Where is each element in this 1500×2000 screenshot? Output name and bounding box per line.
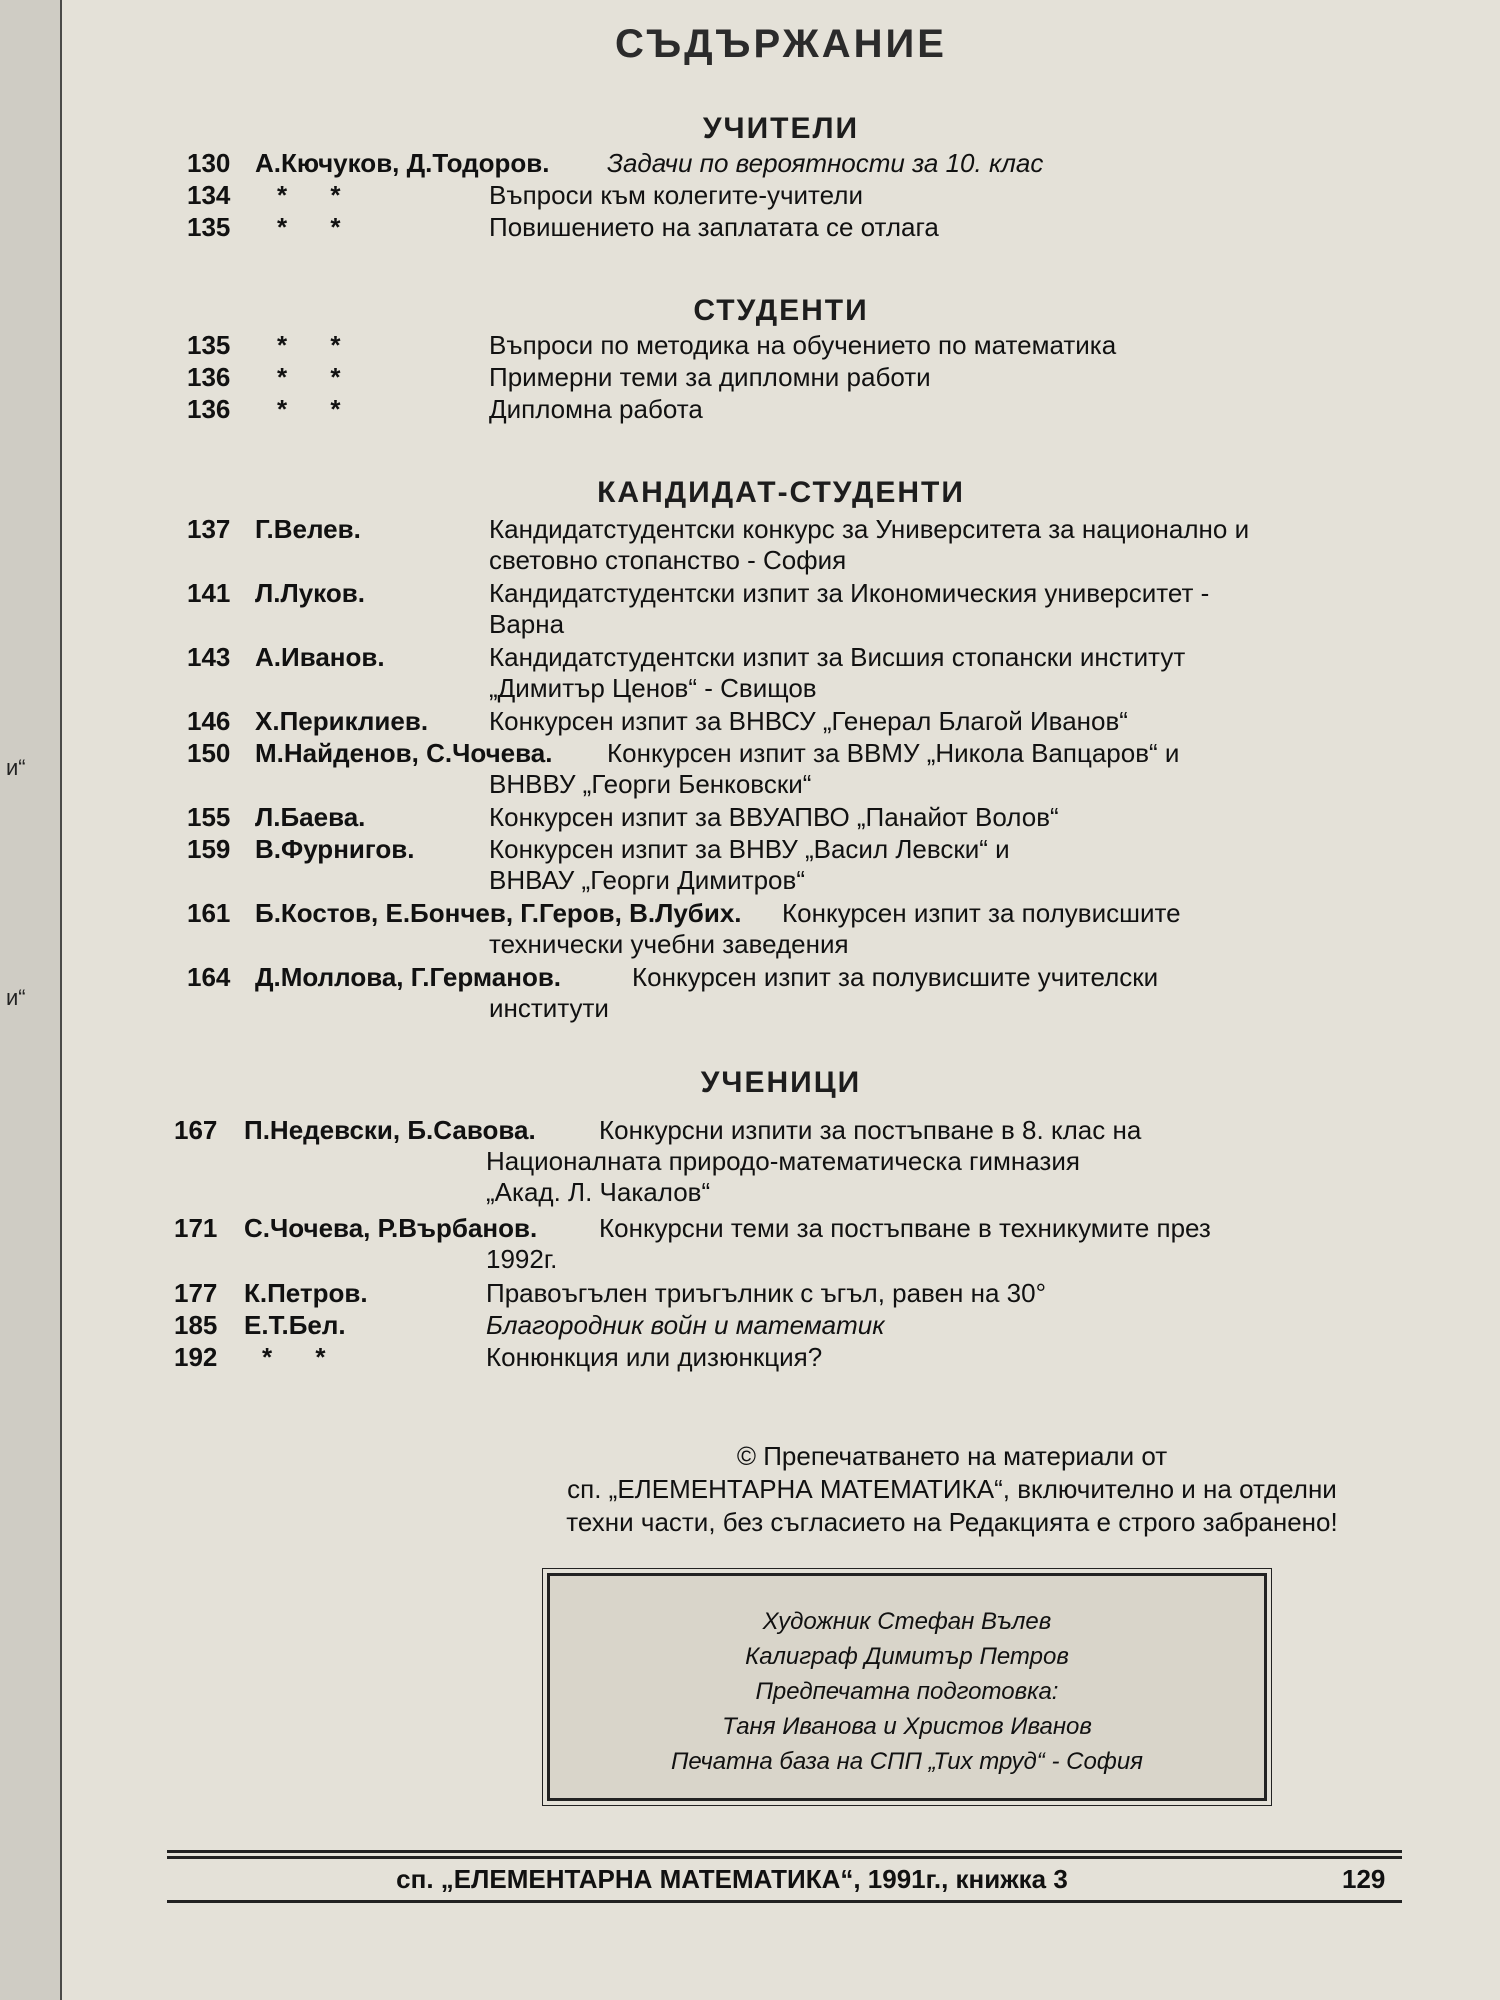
entry-page: 135 <box>187 212 231 242</box>
entry-author: Х.Периклиев. <box>255 706 429 736</box>
entry-title-cont: „Акад. Л. Чакалов“ <box>486 1177 711 1207</box>
entry-title: Конюнкция или дизюнкция? <box>486 1342 823 1372</box>
entry-page: 177 <box>174 1278 218 1308</box>
entry-author: Д.Моллова, Г.Германов. <box>255 962 562 992</box>
entry-title-cont: ВНВВУ „Георги Бенковски“ <box>489 769 812 799</box>
entry-title: Правоъгълен триъгълник с ъгъл, равен на 30° <box>486 1278 1046 1308</box>
previous-page-edge <box>0 0 63 2000</box>
footer-page-number: 129 <box>1342 1864 1386 1894</box>
entry-title: Повишението на заплатата се отлага <box>489 212 939 242</box>
footer-rule-top <box>167 1850 1402 1853</box>
entry-author: А.Иванов. <box>255 642 385 672</box>
margin-mark: и“ <box>6 755 26 780</box>
contents-page <box>62 0 1500 2000</box>
entry-anonymous-author: * * <box>277 394 359 424</box>
entry-title: Дипломна работа <box>489 394 703 424</box>
entry-title: Въпроси по методика на обучението по математика <box>489 330 1117 360</box>
credit-prepress-names: Таня Иванова и Христов Иванов <box>722 1713 1092 1740</box>
section-heading-teachers: УЧИТЕЛИ <box>702 112 860 145</box>
entry-author: В.Фурнигов. <box>255 834 415 864</box>
entry-page: 192 <box>174 1342 218 1372</box>
entry-title: Конкурсен изпит за ВВМУ „Никола Вапцаров“ и <box>607 738 1180 768</box>
credits-box <box>547 1573 1267 1801</box>
entry-author: Л.Луков. <box>255 578 365 608</box>
credit-printing: Печатна база на СПП „Тих труд“ - София <box>670 1748 1144 1775</box>
notice-line: техни части, без съгласието на Редакцията е строго забранено! <box>566 1507 1338 1537</box>
entry-title: Конкурсен изпит за ВВУАПВО „Панайот Волов“ <box>489 802 1059 832</box>
entry-page: 167 <box>174 1115 218 1145</box>
entry-page: 159 <box>187 834 231 864</box>
entry-title: Примерни теми за дипломни работи <box>489 362 931 392</box>
entry-title: Кандидатстудентски изпит за Икономическия университет - <box>489 578 1210 608</box>
entry-anonymous-author: * * <box>277 362 359 392</box>
entry-title: Благородник войн и математик <box>486 1310 885 1340</box>
entry-title: Задачи по вероятности за 10. клас <box>607 148 1044 178</box>
entry-page: 136 <box>187 362 231 392</box>
section-heading-pupils: УЧЕНИЦИ <box>700 1066 862 1099</box>
entry-title: Конкурсен изпит за ВНВСУ „Генерал Благой Иванов“ <box>489 706 1128 736</box>
entry-page: 155 <box>187 802 231 832</box>
entry-page: 134 <box>187 180 231 210</box>
entry-title-cont: 1992г. <box>486 1244 558 1274</box>
entry-author: М.Найденов, С.Чочева. <box>255 738 553 768</box>
entry-title: Конкурсни теми за постъпване в техникумите през <box>599 1213 1211 1243</box>
entry-anonymous-author: * * <box>262 1342 344 1372</box>
entry-anonymous-author: * * <box>277 330 359 360</box>
entry-author: С.Чочева, Р.Върбанов. <box>244 1213 538 1243</box>
footer-rule-bottom <box>167 1900 1402 1903</box>
credit-prepress-label: Предпечатна подготовка: <box>755 1678 1059 1705</box>
entry-author: Б.Костов, Е.Бончев, Г.Геров, В.Лубих. <box>255 898 742 928</box>
page-title: СЪДЪРЖАНИЕ <box>615 22 947 66</box>
footer-rule-top-inner <box>167 1856 1402 1859</box>
entry-page: 161 <box>187 898 231 928</box>
margin-mark: и“ <box>6 985 26 1010</box>
entry-author: Л.Баева. <box>255 802 366 832</box>
entry-anonymous-author: * * <box>277 212 359 242</box>
entry-title: Конкурсен изпит за полувисшите <box>782 898 1181 928</box>
entry-page: 136 <box>187 394 231 424</box>
entry-author: К.Петров. <box>244 1278 368 1308</box>
entry-title-cont: Националната природо-математическа гимназия <box>486 1146 1080 1176</box>
entry-title-cont: световно стопанство - София <box>489 545 847 575</box>
entry-page: 171 <box>174 1213 218 1243</box>
entry-author: Е.Т.Бел. <box>244 1310 346 1340</box>
entry-title: Кандидатстудентски конкурс за Университета за национално и <box>489 514 1250 544</box>
entry-title: Конкурсни изпити за постъпване в 8. клас на <box>599 1115 1142 1145</box>
entry-title: Конкурсен изпит за полувисшите учителски <box>632 962 1159 992</box>
entry-title: Въпроси към колегите-учители <box>489 180 863 210</box>
entry-title: Кандидатстудентски изпит за Висшия стопански институт <box>489 642 1186 672</box>
entry-title-cont: Варна <box>489 609 565 639</box>
entry-page: 135 <box>187 330 231 360</box>
notice-line: © Препечатването на материали от <box>736 1441 1168 1471</box>
entry-page: 146 <box>187 706 231 736</box>
entry-author: П.Недевски, Б.Савова. <box>244 1115 536 1145</box>
copyright-notice <box>442 1440 1462 1539</box>
entry-page: 141 <box>187 578 231 608</box>
entry-page: 150 <box>187 738 231 768</box>
entry-page: 137 <box>187 514 231 544</box>
entry-page: 164 <box>187 962 231 992</box>
credit-calligrapher: Калиграф Димитър Петров <box>745 1643 1069 1670</box>
entry-anonymous-author: * * <box>277 180 359 210</box>
entry-title-cont: „Димитър Ценов“ - Свищов <box>489 673 817 703</box>
footer-journal: сп. „ЕЛЕМЕНТАРНА МАТЕМАТИКА“, 1991г., книжка 3 <box>396 1864 1068 1894</box>
entry-page: 130 <box>187 148 231 178</box>
entry-page: 185 <box>174 1310 218 1340</box>
section-heading-applicants: КАНДИДАТ-СТУДЕНТИ <box>597 476 965 509</box>
entry-title-cont: институти <box>489 993 609 1023</box>
entry-author: Г.Велев. <box>255 514 361 544</box>
section-heading-students: СТУДЕНТИ <box>693 294 869 327</box>
credit-artist: Художник Стефан Вълев <box>762 1608 1052 1635</box>
entry-author: А.Кючуков, Д.Тодоров. <box>255 148 550 178</box>
entry-title-cont: ВНВАУ „Георги Димитров“ <box>489 865 805 895</box>
entry-title-cont: технически учебни заведения <box>489 929 849 959</box>
notice-line: сп. „ЕЛЕМЕНТАРНА МАТЕМАТИКА“, включително и на отделни <box>567 1474 1337 1504</box>
entry-title: Конкурсен изпит за ВНВУ „Васил Левски“ и <box>489 834 1010 864</box>
entry-page: 143 <box>187 642 231 672</box>
